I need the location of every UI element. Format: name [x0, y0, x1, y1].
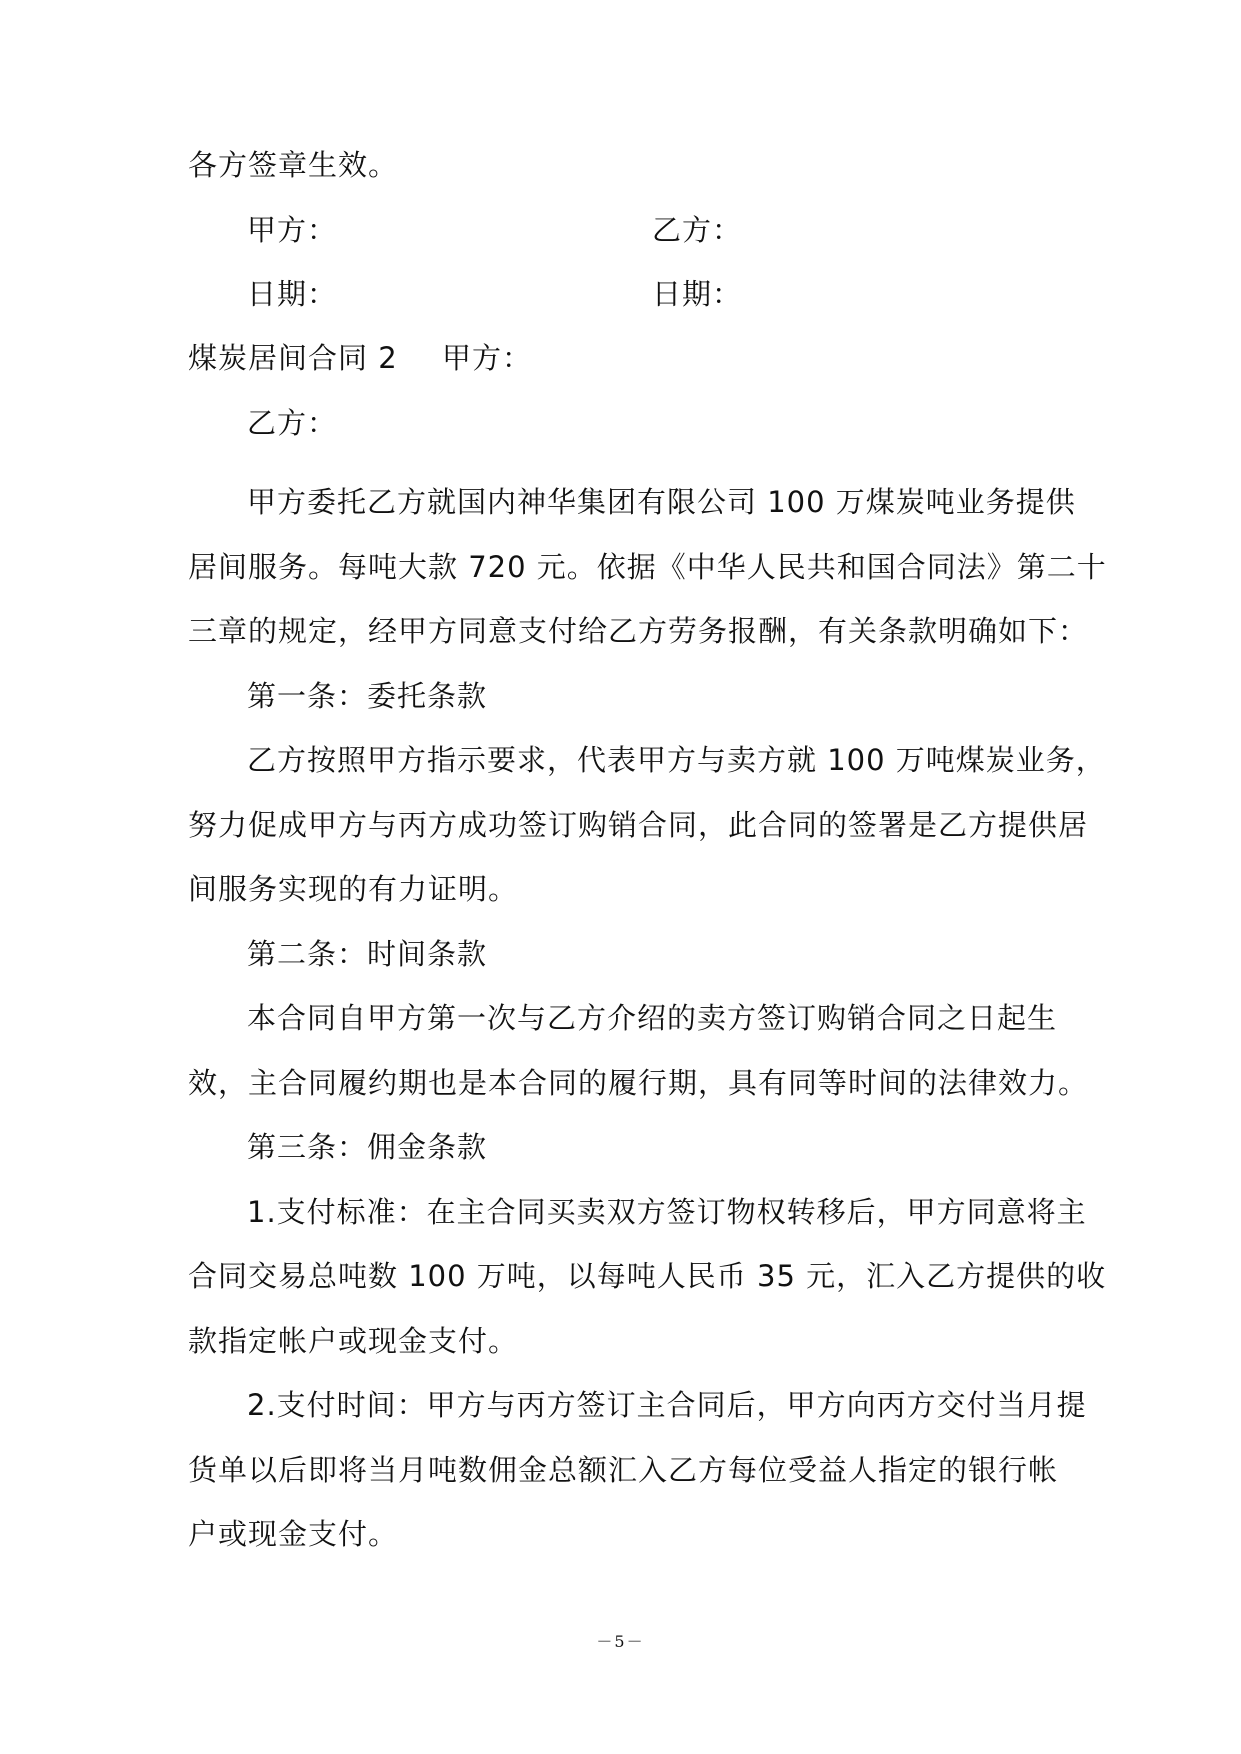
text-line: 间服务实现的有力证明。 — [188, 872, 519, 906]
party-a-signature-label: 甲方： — [247, 213, 338, 247]
text-line: 努力促成甲方与丙方成功签订购销合同，此合同的签署是乙方提供居 — [188, 808, 1089, 842]
text-line: 合同交易总吨数 100 万吨，以每吨人民币 35 元，汇入乙方提供的收 — [188, 1259, 1107, 1293]
section-heading: 煤炭居间合同 2 — [188, 341, 398, 375]
text-line: 1.支付标准：在主合同买卖双方签订物权转移后，甲方同意将主 — [247, 1195, 1087, 1229]
text-line: 三章的规定，经甲方同意支付给乙方劳务报酬，有关条款明确如下： — [188, 614, 1089, 648]
text-line: 效，主合同履约期也是本合同的履行期，具有同等时间的法律效力。 — [188, 1066, 1089, 1100]
party-a-label: 甲方： — [442, 341, 533, 375]
clause-heading: 第二条：时间条款 — [247, 937, 488, 971]
party-b-label: 乙方： — [247, 406, 338, 440]
party-b-signature-label: 乙方： — [652, 213, 743, 247]
text-line: 款指定帐户或现金支付。 — [188, 1324, 519, 1358]
text-line: 甲方委托乙方就国内神华集团有限公司 100 万煤炭吨业务提供 — [247, 485, 1076, 519]
clause-heading: 第一条：委托条款 — [247, 679, 488, 713]
party-a-date-label: 日期： — [247, 277, 338, 311]
party-b-date-label: 日期： — [652, 277, 743, 311]
text-line: 各方签章生效。 — [188, 148, 399, 182]
text-line: 乙方按照甲方指示要求，代表甲方与卖方就 100 万吨煤炭业务， — [247, 743, 1106, 777]
page-number: －5－ — [596, 1632, 645, 1651]
text-line: 货单以后即将当月吨数佣金总额汇入乙方每位受益人指定的银行帐 — [188, 1453, 1059, 1487]
text-line: 本合同自甲方第一次与乙方介绍的卖方签订购销合同之日起生 — [247, 1001, 1058, 1035]
text-line: 2.支付时间：甲方与丙方签订主合同后，甲方向丙方交付当月提 — [247, 1388, 1087, 1422]
clause-heading: 第三条：佣金条款 — [247, 1130, 488, 1164]
text-line: 户或现金支付。 — [188, 1517, 399, 1551]
text-line: 居间服务。每吨大款 720 元。依据《中华人民共和国合同法》第二十 — [188, 550, 1107, 584]
